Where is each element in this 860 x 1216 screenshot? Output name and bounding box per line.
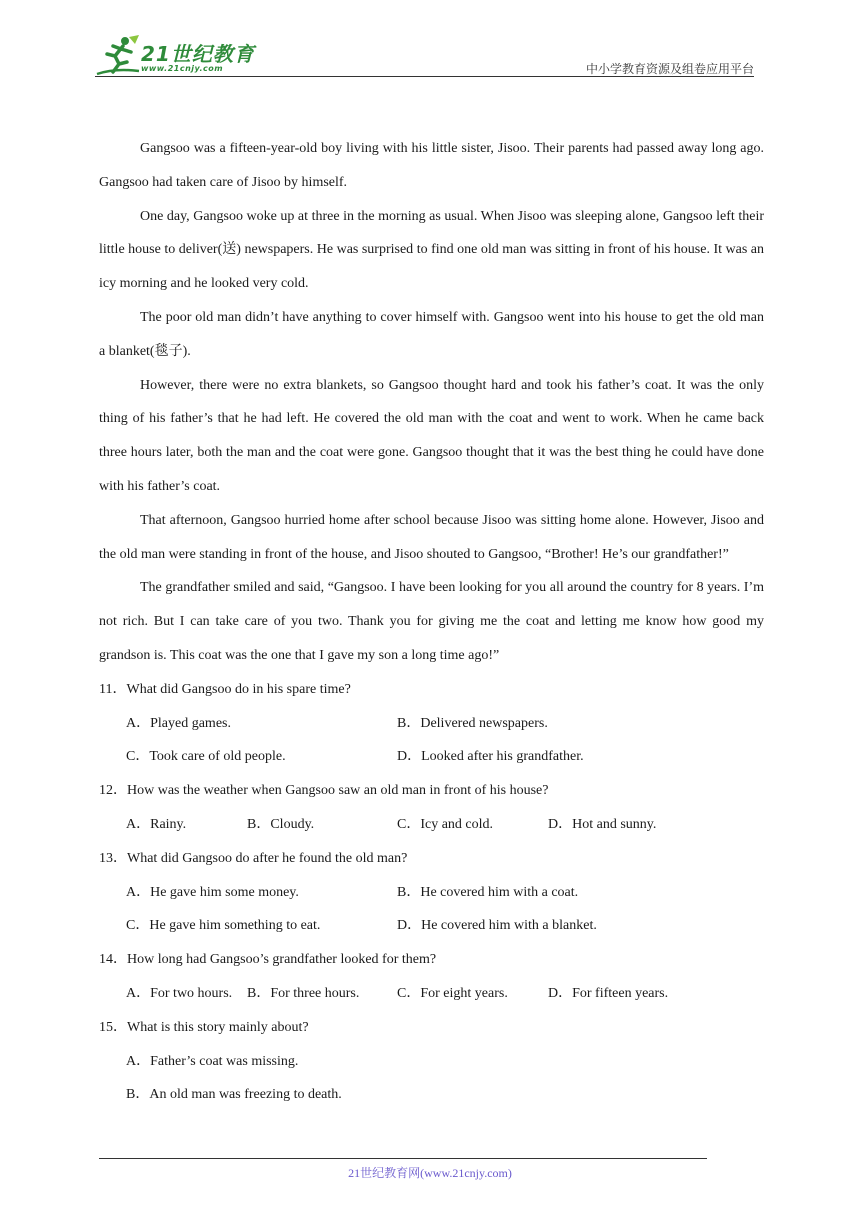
question-12 xyxy=(99,774,764,842)
passage-paragraph: However, there were no extra blankets, so Gangsoo thought hard and took his father’s coat. It was the only thing of his father’s that he had left. He covered the old man with the coat and went to work. When he came back three hours later, both the man and the coat were gone. Gangsoo thought that it was the best thing he could have done with his father’s coat. xyxy=(99,377,764,494)
option-c: C．He gave him something to eat. xyxy=(126,918,321,934)
question-text: 13．What did Gangsoo do after he found the old man? xyxy=(99,850,408,866)
question-11 xyxy=(99,673,764,774)
question-text: 15．What is this story mainly about? xyxy=(99,1019,309,1035)
option-a: A．Rainy. xyxy=(126,816,187,832)
option-b: B．Cloudy. xyxy=(247,816,315,832)
platform-name: 中小学教育资源及组卷应用平台 xyxy=(585,62,754,76)
passage-paragraph: That afternoon, Gangsoo hurried home after school because Jisoo was sitting home alone. However, Jisoo and the old man were standing in front of the house, and Jisoo shouted to Gangsoo, “Brother! He’s our grandfather!” xyxy=(99,512,764,562)
document-body xyxy=(99,132,764,1112)
question-14 xyxy=(99,943,764,1011)
options-row xyxy=(99,707,764,741)
option-a: A．He gave him some money. xyxy=(126,884,299,900)
passage-paragraph: The grandfather smiled and said, “Gangsoo. I have been looking for you all around the country for 8 years. I’m not rich. But I can take care of you two. Thank you for giving me the coat and letting me know how good my grandson is. This coat was the one that I gave my son a long time ago!” xyxy=(99,580,764,663)
option-b: B．For three hours. xyxy=(247,985,360,1001)
question-15 xyxy=(99,1011,764,1112)
passage-paragraph: The poor old man didn’t have anything to cover himself with. Gangsoo went into his house to get the old man a blanket(毯子). xyxy=(99,309,764,359)
option-a: A．Father’s coat was missing. xyxy=(126,1053,299,1069)
option-d: D．For fifteen years. xyxy=(548,985,669,1001)
option-c: C．Icy and cold. xyxy=(397,816,494,832)
option-a: A．For two hours. xyxy=(126,985,233,1001)
option-b: B．Delivered newspapers. xyxy=(397,715,548,731)
page-header xyxy=(0,0,860,80)
option-b: B．He covered him with a coat. xyxy=(397,884,579,900)
question-13 xyxy=(99,842,764,943)
option-d: D．Hot and sunny. xyxy=(548,816,657,832)
passage-paragraph: One day, Gangsoo woke up at three in the morning as usual. When Jisoo was sleeping alone, Gangsoo left their little house to deliver(送) newspapers. He was surprised to find one old man was sitting in front of his house. It was an icy morning and he looked very cold. xyxy=(99,208,764,292)
footer-source: 21世纪教育网(www.21cnjy.com) xyxy=(348,1166,512,1180)
site-logo xyxy=(95,34,260,78)
question-text: 14．How long had Gangsoo’s grandfather looked for them? xyxy=(99,952,437,968)
options-row xyxy=(99,740,764,774)
option-c: C．Took care of old people. xyxy=(126,749,286,765)
options-row xyxy=(99,808,764,842)
reading-passage xyxy=(99,132,764,673)
option-b: B．An old man was freezing to death. xyxy=(126,1087,342,1103)
option-c: C．For eight years. xyxy=(397,985,508,1001)
option-d: D．Looked after his grandfather. xyxy=(397,749,584,765)
question-text: 12．How was the weather when Gangsoo saw an old man in front of his house? xyxy=(99,783,549,799)
header-divider xyxy=(95,76,754,77)
option-a: A．Played games. xyxy=(126,715,231,731)
question-text: 11．What did Gangsoo do in his spare time? xyxy=(99,681,351,697)
passage-paragraph: Gangsoo was a fifteen-year-old boy living with his little sister, Jisoo. Their parents had passed away long ago. Gangsoo had taken care of Jisoo by himself. xyxy=(99,141,764,190)
options-row xyxy=(99,876,764,910)
runner-icon xyxy=(95,34,141,76)
option-d: D．He covered him with a blanket. xyxy=(397,918,597,934)
options-row xyxy=(99,1078,764,1112)
options-row xyxy=(99,909,764,943)
footer-divider xyxy=(99,1158,707,1159)
logo-url: www.21cnjy.com xyxy=(141,64,224,73)
logo-text: 21世纪教育 xyxy=(141,42,255,66)
options-row xyxy=(99,1045,764,1079)
options-row xyxy=(99,977,764,1011)
